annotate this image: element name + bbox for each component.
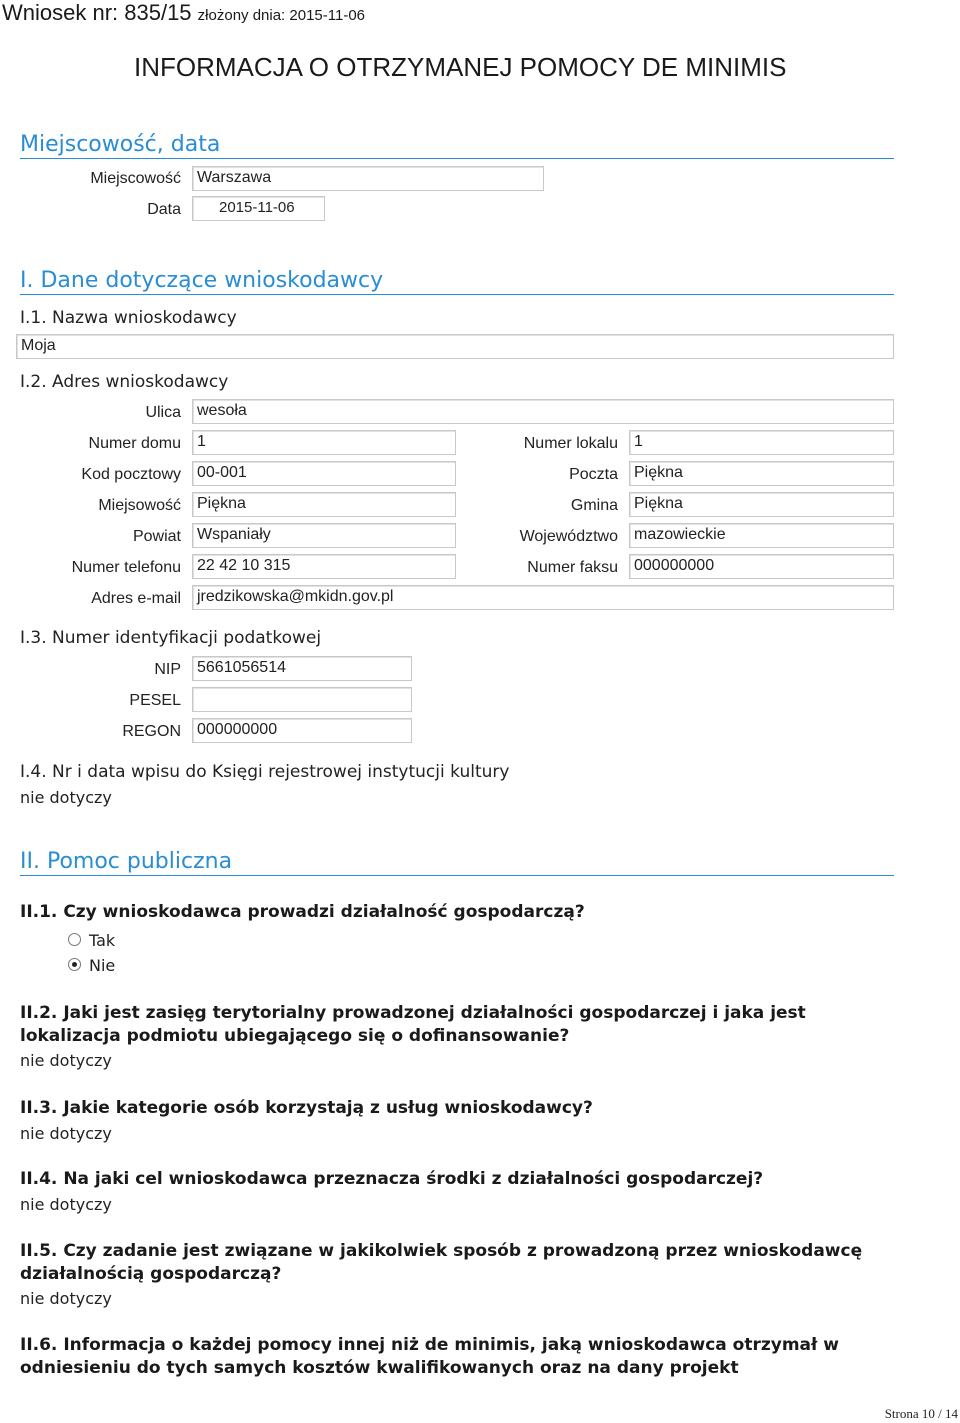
date-field[interactable]: 2015-11-06 — [192, 196, 325, 221]
email-label: Adres e-mail — [91, 590, 181, 607]
phone-label: Numer telefonu — [71, 559, 181, 576]
pesel-field[interactable] — [192, 687, 412, 712]
nip-label: NIP — [154, 661, 181, 678]
post-office-label: Poczta — [569, 466, 618, 483]
answer-ii-3: nie dotyczy — [20, 1124, 112, 1143]
regon-field[interactable]: 000000000 — [192, 718, 412, 743]
applicant-name-field[interactable]: Moja — [16, 334, 894, 359]
house-number-field[interactable]: 1 — [192, 430, 456, 455]
register-value: nie dotyczy — [20, 788, 112, 807]
section-applicant: I. Dane dotyczące wnioskodawcy — [20, 268, 894, 295]
question-ii-2: II.2. Jaki jest zasięg terytorialny prowadzonej działalności gospodarczej i jaka jest lokalizacja podmiotu ubiegającego się o dofinansowanie? — [20, 1003, 806, 1046]
commune-field[interactable]: Piękna — [629, 492, 894, 517]
city-field[interactable]: Warszawa — [192, 166, 544, 191]
nip-field[interactable]: 5661056514 — [192, 656, 412, 681]
email-field[interactable]: jredzikowska@mkidn.gov.pl — [192, 585, 894, 610]
applicant-name-heading: I.1. Nazwa wnioskodawcy — [20, 308, 237, 328]
flat-number-label: Numer lokalu — [523, 435, 618, 452]
page-number: Strona 10 / 14 — [884, 1406, 958, 1421]
flat-number-field[interactable]: 1 — [629, 430, 894, 455]
applicant-address-heading: I.2. Adres wnioskodawcy — [20, 372, 229, 392]
town-field[interactable]: Piękna — [192, 492, 456, 517]
question-ii-1: II.1. Czy wnioskodawca prowadzi działalność gospodarczą? — [20, 902, 585, 922]
voivodeship-field[interactable]: mazowieckie — [629, 523, 894, 548]
section-public-aid: II. Pomoc publiczna — [20, 849, 894, 876]
register-heading: I.4. Nr i data wpisu do Księgi rejestrowej instytucji kultury — [20, 762, 510, 782]
radio-tak-circle[interactable] — [68, 933, 81, 946]
radio-nie-circle[interactable] — [68, 958, 81, 971]
town-label: Miejsowość — [98, 497, 181, 514]
commune-label: Gmina — [570, 497, 618, 514]
question-ii-5: II.5. Czy zadanie jest związane w jakikolwiek sposób z prowadzoną przez wnioskodawcę działalnością gospodarczą? — [20, 1241, 863, 1284]
street-field[interactable]: wesoła — [192, 399, 894, 424]
county-field[interactable]: Wspaniały — [192, 523, 456, 548]
fax-label: Numer faksu — [527, 559, 618, 576]
answer-ii-5: nie dotyczy — [20, 1289, 112, 1308]
regon-label: REGON — [122, 723, 181, 740]
phone-field[interactable]: 22 42 10 315 — [192, 554, 456, 579]
radio-tak-label: Tak — [89, 931, 116, 950]
answer-ii-2: nie dotyczy — [20, 1051, 112, 1070]
question-ii-4: II.4. Na jaki cel wnioskodawca przeznacza środki z działalności gospodarczej? — [20, 1169, 764, 1189]
application-number — [2, 0, 365, 26]
section-place-date: Miejscowość, data — [20, 132, 894, 159]
postcode-field[interactable]: 00-001 — [192, 461, 456, 486]
date-label: Data — [147, 201, 181, 218]
postcode-label: Kod pocztowy — [81, 466, 181, 483]
question-ii-6: II.6. Informacja o każdej pomocy innej niż de minimis, jaką wnioskodawca otrzymał w odniesieniu do tych samych kosztów kwalifikowanych oraz na dany projekt — [20, 1335, 839, 1378]
tax-id-heading: I.3. Numer identyfikacji podatkowej — [20, 628, 322, 648]
radio-nie-label: Nie — [89, 956, 116, 975]
document-title: INFORMACJA O OTRZYMANEJ POMOCY DE MINIMIS — [134, 52, 787, 82]
post-office-field[interactable]: Piękna — [629, 461, 894, 486]
street-label: Ulica — [145, 404, 181, 421]
pesel-label: PESEL — [129, 692, 181, 709]
voivodeship-label: Województwo — [519, 528, 618, 545]
filed-date-text: złożony dnia: 2015-11-06 — [197, 7, 366, 24]
county-label: Powiat — [132, 528, 181, 545]
fax-field[interactable]: 000000000 — [629, 554, 894, 579]
house-number-label: Numer domu — [88, 435, 181, 452]
answer-ii-4: nie dotyczy — [20, 1195, 112, 1214]
application-number-text: Wniosek nr: 835/15 — [2, 0, 192, 25]
city-label: Miejscowość — [90, 170, 181, 187]
question-ii-3: II.3. Jakie kategorie osób korzystają z usług wnioskodawcy? — [20, 1098, 593, 1118]
